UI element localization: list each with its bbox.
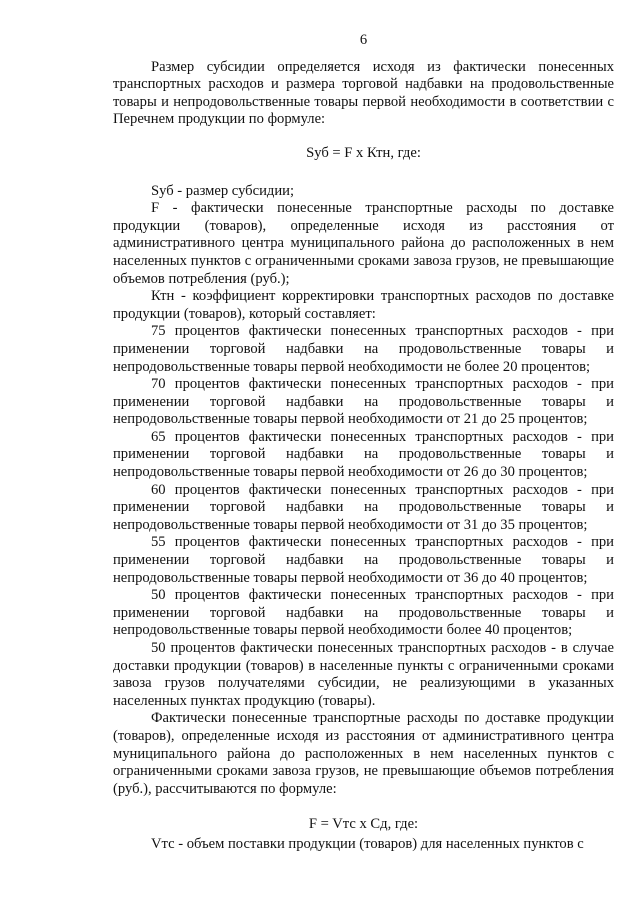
coefficient-item: 70 процентов фактически понесенных транспортных расходов - при применении торговой надбавки на продовольственные товары и непродовольственные товары первой необходимости от 21 до 25 процентов; (113, 376, 614, 428)
coefficient-item: 55 процентов фактически понесенных транспортных расходов - при применении торговой надбавки на продовольственные товары и непродовольственные товары первой необходимости от 36 до 40 процентов; (113, 534, 614, 586)
coefficient-item: 75 процентов фактически понесенных транспортных расходов - при применении торговой надбавки на продовольственные товары и непродовольственные товары первой необходимости не более 20 процентов; (113, 323, 614, 375)
definition-coefficient: Ктн - коэффициент корректировки транспортных расходов по доставке продукции (товаров), который составляет: (113, 288, 614, 322)
coefficient-item: 50 процентов фактически понесенных транспортных расходов - в случае доставки продукции (товаров) в населенные пункты с ограниченными сроками завоза грузов получателями субсидии, не реализующими в указанных населенных пунктах продукцию (товары). (113, 640, 614, 709)
definition-delivery-volume: Vтс - объем поставки продукции (товаров) для населенных пунктов с (151, 835, 584, 852)
intro-paragraph: Размер субсидии определяется исходя из фактически понесенных транспортных расходов и размера торговой надбавки на продовольственные товары и непродовольственные товары первой необходимости в соответствии с Перечнем продукции по формуле: (113, 58, 614, 128)
coefficient-item: 50 процентов фактически понесенных транспортных расходов - при применении торговой надбавки на продовольственные товары и непродовольственные товары первой необходимости более 40 процентов; (113, 587, 614, 639)
coefficient-item: 65 процентов фактически понесенных транспортных расходов - при применении торговой надбавки на продовольственные товары и непродовольственные товары первой необходимости от 26 до 30 процентов; (113, 428, 614, 481)
definition-transport-costs: F - фактически понесенные транспортные расходы по доставке продукции (товаров), определенные исходя из расстояния от административного центра муниципального района до расположенных в нем населенных пунктов с ограниченными сроками завоза грузов, не превышающие объемов потребления (руб.); (113, 200, 614, 287)
transport-costs-formula: F = Vтс х Сд, где: (308, 816, 419, 833)
page-number: 6 (359, 32, 368, 48)
subsidy-formula: Sуб = F х Ктн, где: (306, 144, 421, 161)
coefficient-item: 60 процентов фактически понесенных транспортных расходов - при применении торговой надбавки на продовольственные товары и непродовольственные товары первой необходимости от 31 до 35 процентов; (113, 481, 614, 533)
transport-costs-paragraph: Фактически понесенные транспортные расходы по доставке продукции (товаров), определенные исходя из расстояния от административного центра муниципального района до расположенных в нем населенных пунктов с ограниченными сроками завоза грузов, не превышающие объемов потребления (руб.), рассчитываются по формуле: (113, 710, 614, 797)
definition-subsidy: Sуб - размер субсидии; (151, 182, 294, 199)
